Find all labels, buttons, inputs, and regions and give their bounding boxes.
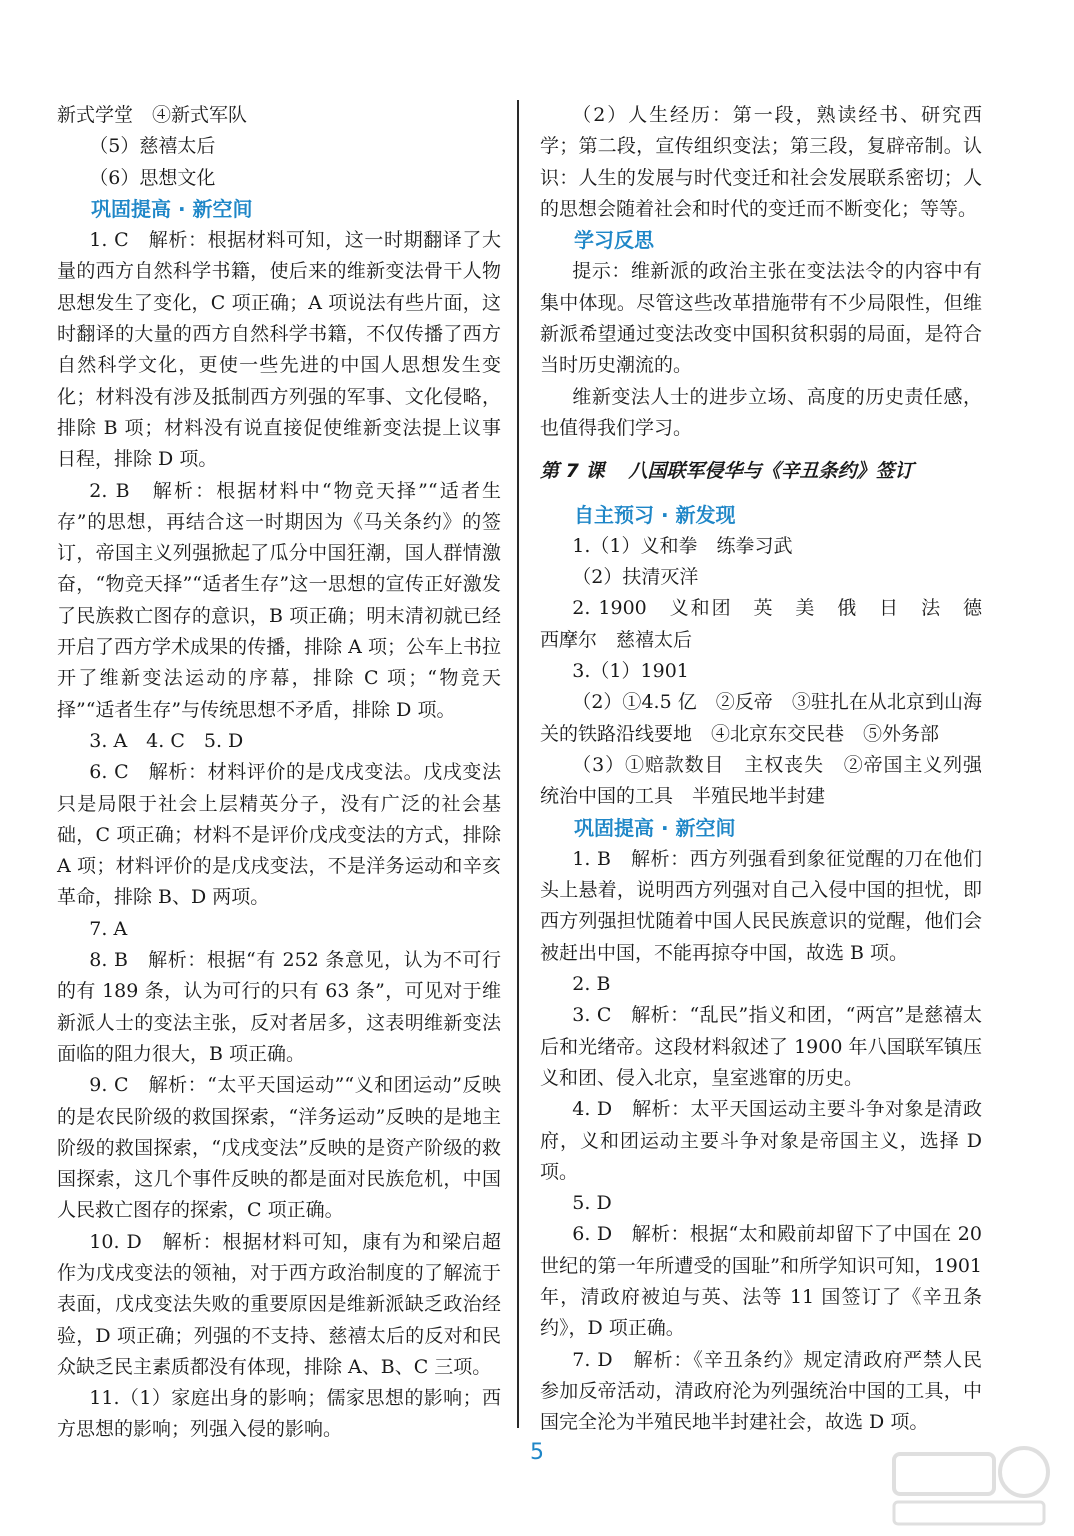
answer-paragraph: 7. D 解析：《辛丑条约》规定清政府严禁人民参加反帝活动，清政府沦为列强统治中国的工具，中国完全沦为半殖民地半封建社会，故选 D 项。: [540, 1348, 982, 1434]
answer-paragraph: 8. B 解析：根据“有 252 条意见，认为不可行的有 189 条，认为可行的只有 63 条”，可见对于维新派人士的变法主张，反对者居多，这表明维新变法面临的阻力很大，B 项正确。: [57, 949, 501, 1065]
answer-line: （5）慈禧太后: [89, 135, 216, 158]
answer-paragraph: 4. D 解析：太平天国运动主要斗争对象是清政府，义和团运动主要斗争对象是帝国主义，选择 D 项。: [540, 1098, 982, 1183]
answer-paragraph: 1. C 解析：根据材料可知，这一时期翻译了大量的西方自然科学书籍，使后来的维新变法骨干人物思想发生了变化，C 项正确；A 项说法有些片面，这时翻译的大量的西方自然科学书籍，不仅传播了西方自然科学文化，更使一些先进的中国人思想发生变化；材料没有涉及抵制西方列强的军事、文化侵略，排除 B 项；材料没有说直接促使维新变法提上议事日程，排除 D 项。: [57, 229, 501, 471]
answer-line: 3.（1）1901: [572, 660, 689, 683]
answer-paragraph: 3. A 4. C 5. D: [89, 729, 244, 752]
section-heading-preview: 自主预习 · 新发现: [574, 502, 736, 527]
lesson-number: 第 7 课: [540, 460, 605, 483]
answer-paragraph: 6. D 解析：根据“太和殿前却留下了中国在 20 世纪的第一年所遭受的国耻”和所学知识可知，1901 年，清政府被迫与英、法等 11 国签订了《辛丑条约》，D 项正确。: [540, 1223, 982, 1340]
answer-paragraph: 11.（1）家庭出身的影响；儒家思想的影响；西方思想的影响；列强入侵的影响。: [57, 1387, 501, 1441]
answer-paragraph: 提示：维新派的政治主张在变法法令的内容中有集中体现。尽管这些改革措施带有不少局限性，但维新派希望通过变法改变中国积贫积弱的局面，是符合当时历史潮流的。: [540, 260, 982, 377]
answer-paragraph: 维新变法人士的进步立场、高度的历史责任感，也值得我们学习。: [540, 385, 982, 439]
answer-paragraph: 9. C 解析：“太平天国运动”“义和团运动”反映的是农民阶级的救国探索，“洋务运动”反映的是地主阶级的救国探索，“戊戌变法”反映的是资产阶级的救国探索，这几个事件反映的都是面对民族危机，中国人民救亡图存的探索，C 项正确。: [57, 1074, 501, 1222]
answer-line: （6）思想文化: [89, 166, 216, 189]
answer-line: （2）扶清灭洋: [572, 566, 699, 589]
answer-paragraph: 7. A: [89, 917, 128, 940]
page-number: 5: [530, 1440, 544, 1465]
section-heading-reflection: 学习反思: [574, 228, 654, 253]
lesson-name: 八国联军侵华与《辛丑条约》签订: [628, 460, 914, 483]
section-heading-consolidate: 巩固提高 · 新空间: [574, 815, 736, 840]
left-column: [57, 100, 501, 1446]
answer-paragraph: 6. C 解析：材料评价的是戊戌变法。戊戌变法只是局限于社会上层精英分子，没有广泛的社会基础，C 项正确；材料不是评价戊戌变法的方式，排除 A 项；材料评价的是戊戌变法，不是洋务运动和辛亥革命，排除 B、D 两项。: [57, 761, 501, 909]
answer-paragraph: （3）①赔款数目 主权丧失 ②帝国主义列强统治中国的工具 半殖民地半封建: [540, 753, 982, 808]
answer-paragraph: 10. D 解析：根据材料可知，康有为和梁启超作为戊戌变法的领袖，对于西方政治制度的了解流于表面，戊戌变法失败的重要原因是维新派缺乏政治经验，D 项正确；列强的不支持、慈禧太后的反对和民众缺乏民主素质都没有体现，排除 A、B、C 三项。: [57, 1230, 501, 1378]
answer-paragraph: 5. D: [572, 1192, 612, 1215]
answer-paragraph: （2）①4.5 亿 ②反帝 ③驻扎在从北京到山海关的铁路沿线要地 ④北京东交民巷 ⑤外务部: [540, 691, 982, 745]
answer-paragraph: 2. 1900 义和团 英 美 俄 日 法 德 西摩尔 慈禧太后: [540, 597, 1002, 651]
column-divider: [517, 100, 519, 1428]
answer-paragraph: 2. B: [572, 973, 611, 996]
answer-line: 新式学堂 ④新式军队: [57, 104, 248, 126]
answer-paragraph: （2）人生经历：第一段，熟读经书、研究西学；第二段，宣传组织变法；第三段，复辟帝制。认识：人生的发展与时代变迁和社会发展联系密切；人的思想会随着社会和时代的变迁而不断变化；等等。: [540, 104, 982, 220]
watermark-logo-icon: [884, 1440, 1054, 1530]
answer-paragraph: 1. B 解析：西方列强看到象征觉醒的刀在他们头上悬着，说明西方列强对自己入侵中国的担忧，即西方列强担忧随着中国人民民族意识的觉醒，他们会被赶出中国，不能再掠夺中国，故选 B 项。: [540, 847, 982, 964]
section-heading-consolidate: 巩固提高 · 新空间: [91, 196, 253, 221]
right-column: [540, 100, 1002, 1438]
answer-paragraph: 3. C 解析：“乱民”指义和团，“两宫”是慈禧太后和光绪帝。这段材料叙述了 1900 年八国联军镇压义和团、侵入北京，皇室逃窜的历史。: [540, 1004, 982, 1089]
lesson-title: [540, 456, 982, 487]
answer-paragraph: 2. B 解析：根据材料中“物竞天择”“适者生存”的思想，再结合这一时期因为《马关条约》的签订，帝国主义列强掀起了瓜分中国狂潮，国人群情激奋，“物竞天择”“适者生存”这一思想的宣传正好激发了民族救亡图存的意识，B 项正确；明末清初就已经开启了西方学术成果的传播，排除 A 项；公车上书拉开了维新变法运动的序幕，排除 C 项；“物竞天择”“适者生存”与传统思想不矛盾，排除 D 项。: [57, 479, 501, 721]
answer-line: 1.（1）义和拳 练拳习武: [572, 534, 793, 557]
